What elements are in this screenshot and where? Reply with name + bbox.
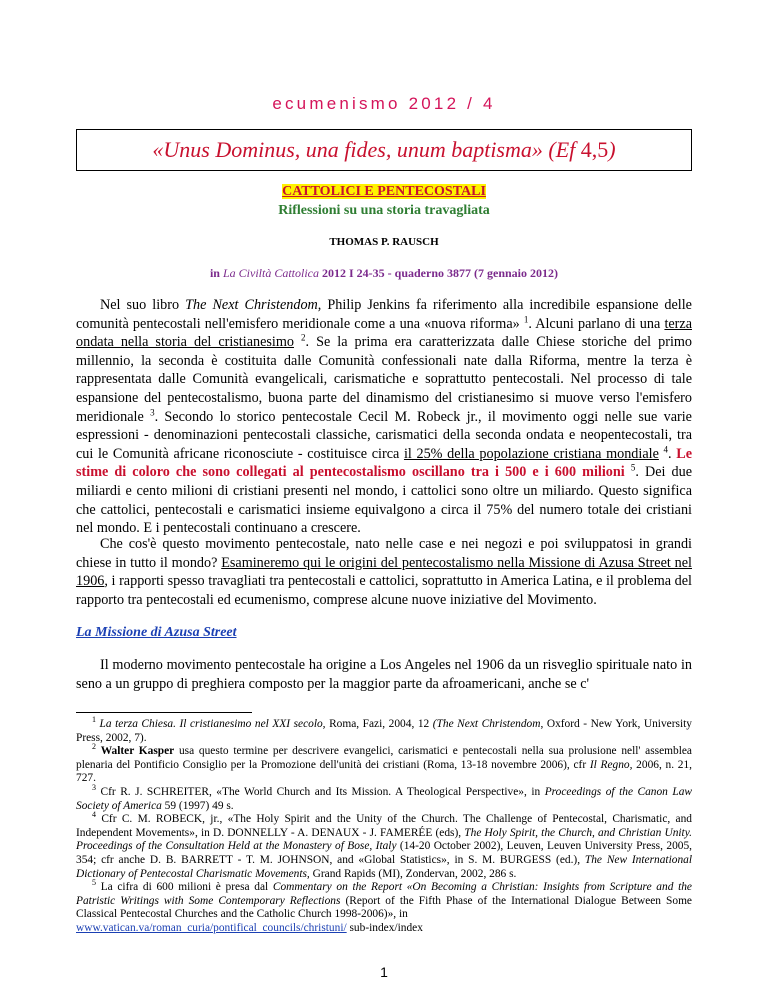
- footnotes: [76, 715, 693, 936]
- article-subtitle: Riflessioni su una storia travagliata: [278, 203, 490, 218]
- motto: «Unus Dominus, una fides, unum baptisma» (Ef 4,5): [152, 137, 616, 162]
- vatican-link[interactable]: www.vatican.va/roman_curia/pontifical_councils/christuni/: [76, 921, 347, 934]
- section-heading: La Missione di Azusa Street: [76, 625, 237, 640]
- footnote-2: $^2$ Walter Kasper usa questo termine per descrivere evangelici, carismatici e pentecostali nella sua prolusione nell' assemblea plenaria del Pontificio Consiglio per la Promozione dell'unità dei cristiani (Roma, 13-18 novembre 2006), cfr Il Regno, 2006, n. 21, 727.: [76, 742, 693, 785]
- paragraph-2: Che cos'è questo movimento pentecostale, nato nelle case e nei negozi e poi sviluppatosi in grandi chiese in tutto il mondo? Esamineremo qui le origini del pentecostalismo nella Missione di Azusa Street nel 1906, i rapporti spesso travagliati tra pentecostali e cattolici, soprattutto in America Latina, e il problema del rapporto tra pentecostali ed ecumenismo, comprese alcune nuove iniziative del Movimento.: [76, 536, 692, 608]
- source-line: in La Civiltà Cattolica 2012 I 24-35 - quaderno 3877 (7 gennaio 2012): [209, 266, 559, 280]
- footnote-1: $^1$ La terza Chiesa. Il cristianesimo nel XXI secolo, Roma, Fazi, 2004, 12 (The Next Christendom, Oxford - New York, University Press, 2002, 7).: [76, 715, 692, 744]
- footnote-4: $^4$ Cfr C. M. ROBECK, jr., «The Holy Spirit and the Unity of the Church. The Challenge of Pentecostal, Charismatic, and Independent Movements», in D. DONNELLY - A. DENAUX - J. FAMERÉE (eds), The Holy Spirit, the Church, and Christian Unity. Proceedings of the Consultation Held at the Monastery of Bose, Italy (14-20 October 2002), Leuven, Leuven University Press, 2005, 354; cfr anche D. B. BARRETT - T. M. JOHNSON, and «Global Statistics», in S. M. BURGESS (ed.), The New International Dictionary of Pentecostal Charismatic Movements, Grand Rapids (MI), Zondervan, 2002, 286 s.: [76, 810, 693, 880]
- header-title: ecumenismo 2012 / 4: [272, 94, 496, 113]
- page-number: 1: [380, 964, 388, 980]
- paragraph-3: Il moderno movimento pentecostale ha origine a Los Angeles nel 1906 da un risveglio spirituale nato in seno a un gruppo di preghiera composto per la maggior parte da afroamericani, anche se c': [76, 657, 692, 692]
- paragraph-1: Nel suo libro The Next Christendom, Philip Jenkins fa riferimento alla incredibile espansione delle comunità pentecostali nell'emisfero meridionale come a una «nuova riforma» $^1$. Alcuni parlano di una terza ondata nella storia del cristianesimo $^2$. Se la prima era caratterizzata dalle Chiese storiche del primo millennio, la seconda è costituita dalle Comunità confessionali nate dalla Riforma, mentre la terza è rappresentata dalle Comunità evangelicali, carismatiche e soprattutto pentecostali. Nel processo di tale espansione del pentecostalismo, buona parte del dinamismo del cristianesimo si muove verso l'emisfero meridionale $^3$. Secondo lo storico pentecostale Cecil M. Robeck jr., il movimento oggi nelle sue varie espressioni - denominazioni pentecostali classiche, carismatici della seconda ondata e neopentecostali, tra cui le Comunità africane riconosciute - costituisce circa il 25% della popolazione cristiana mondiale $^4$. Le stime di coloro che sono collegati al pentecostalismo oscillano tra i 500 e i 600 milioni $^5$. Dei due miliardi e cento milioni di cristiani presenti nel mondo, i cattolici sono oltre un miliardo. Questo significa che cattolici, pentecostali e carismatici insieme equivalgono a circa il 75% del numero totale dei cristiani nel mondo. E i pentecostali continuano a crescere.: [76, 297, 693, 537]
- article-title: CATTOLICI E PENTECOSTALI: [282, 184, 486, 199]
- footnote-divider: [76, 712, 252, 713]
- footnote-3: $^3$ Cfr R. J. SCHREITER, «The World Church and Its Mission. A Theological Perspective», in Proceedings of the Canon Law Society of America 59 (1997) 49 s.: [76, 783, 693, 812]
- author: THOMAS P. RAUSCH: [329, 236, 439, 248]
- footnote-5: $^5$ La cifra di 600 milioni è presa dal Commentary on the Report «On Becoming a Christian: Insights from Scripture and the Patristic Writings with Some Contemporary Reflections (Report of the Fifth Phase of the International Dialogue Between Some Classical Pentecostal Churches and the Catholic Church 1998-2006)», in www.vatican.va/roman_curia/pontifical_councils/christuni/ sub-index/index: [76, 878, 692, 934]
- motto-box: [76, 129, 692, 171]
